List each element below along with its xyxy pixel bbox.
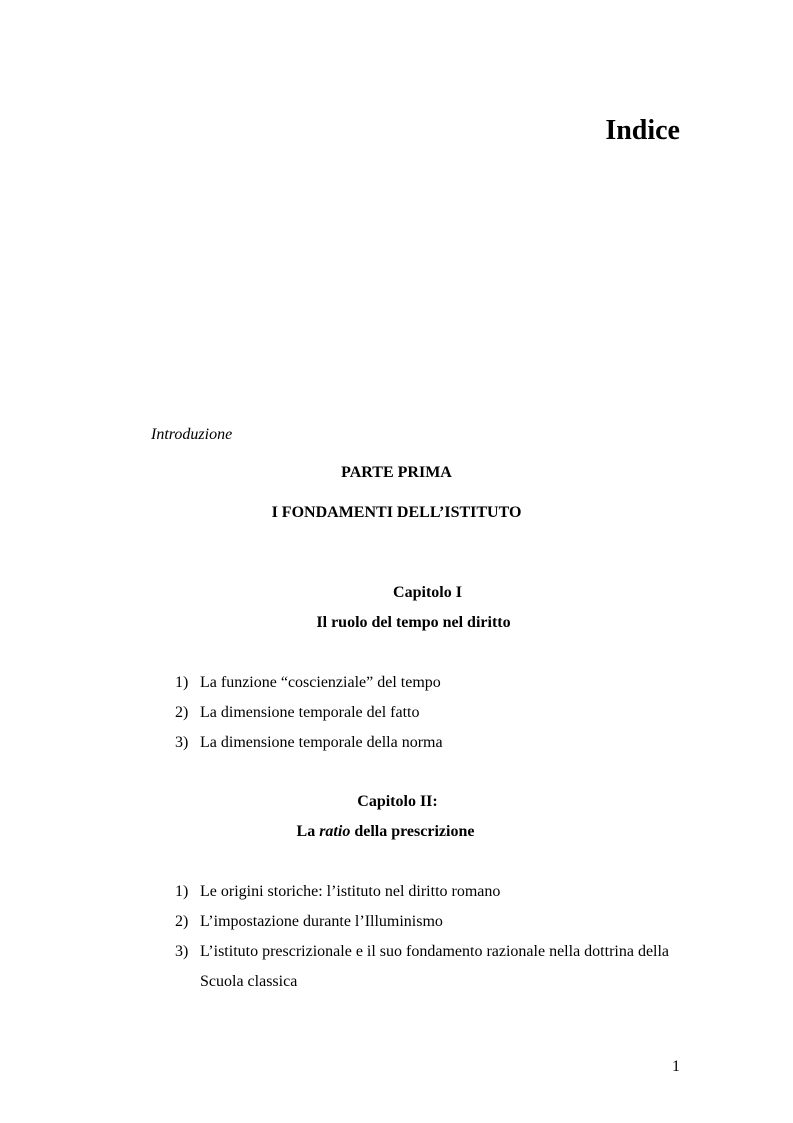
list-item-number: 3) [175,943,189,960]
list-item-number: 1) [175,883,189,900]
part-label: PARTE PRIMA [341,464,452,481]
list-item [175,937,695,997]
list-item-text: La funzione “coscienziale” del tempo [200,674,441,691]
chapter-1-list [175,668,695,758]
page-title: Indice [605,115,680,146]
chapter-2-title [0,821,782,843]
list-item-text: L’impostazione durante l’Illuminismo [200,913,443,930]
intro-heading: Introduzione [151,426,233,443]
chapter-1-label: Capitolo I [393,584,462,601]
list-item-number: 2) [175,704,189,721]
chapter-2-list [175,877,695,997]
chapter-2-label: Capitolo II: [357,793,438,810]
list-item [175,907,695,937]
chapter-2-title-italic: ratio [319,823,351,840]
list-item-number: 2) [175,913,189,930]
list-item-number: 3) [175,734,189,751]
part-title: I FONDAMENTI DELL’ISTITUTO [271,504,522,521]
chapter-1-title: Il ruolo del tempo nel diritto [316,614,511,631]
list-item-text: L’istituto prescrizionale e il suo fondamento razionale nella dottrina della Scuola classica [200,943,670,990]
list-item-number: 1) [175,674,189,691]
chapter-2-title-prefix: La [296,823,316,840]
list-item [175,698,695,728]
list-item [175,668,695,698]
chapter-2-title-suffix: della prescrizione [354,823,475,840]
list-item-text: La dimensione temporale della norma [200,734,443,751]
list-item [175,728,695,758]
list-item-text: Le origini storiche: l’istituto nel diritto romano [200,883,501,900]
list-item-text: La dimensione temporale del fatto [200,704,420,721]
list-item [175,877,695,907]
page-number: 1 [672,1058,680,1075]
